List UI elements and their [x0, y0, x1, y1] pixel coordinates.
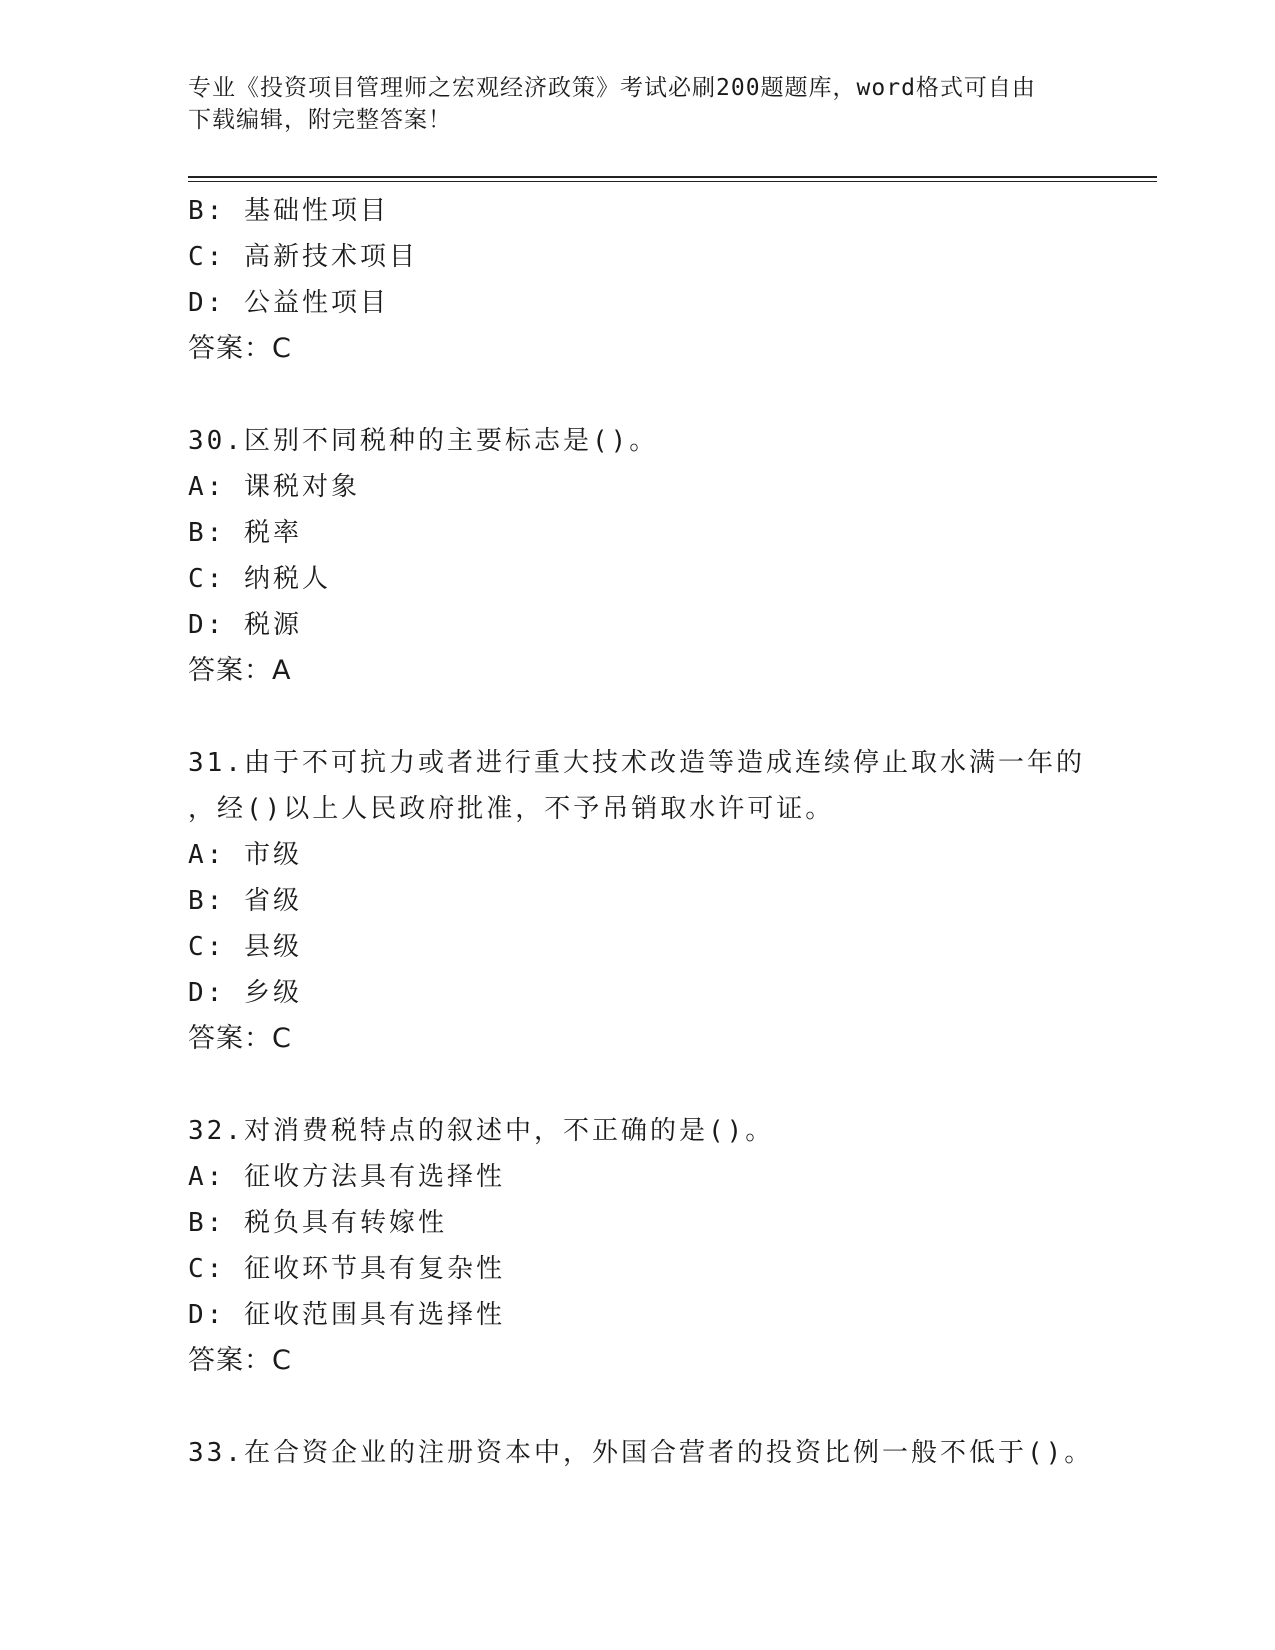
header-divider-thin	[188, 181, 1157, 182]
header-line-2: 下载编辑，附完整答案！	[188, 107, 452, 133]
question-stem: 32.对消费税特点的叙述中，不正确的是()。	[188, 1116, 775, 1146]
header-divider-thick	[188, 176, 1157, 178]
answer-line: 答案：C	[188, 1023, 292, 1054]
option-b: B: 省级	[188, 886, 302, 916]
header-line-1: 专业《投资项目管理师之宏观经济政策》考试必刷200题题库，word格式可自由	[188, 75, 1036, 101]
answer-line: 答案：A	[188, 655, 292, 686]
question-stem: 33.在合资企业的注册资本中，外国合营者的投资比例一般不低于()。	[188, 1438, 1094, 1468]
option-c: C: 县级	[188, 932, 302, 962]
option-c: C: 征收环节具有复杂性	[188, 1254, 505, 1284]
question-gap	[188, 1384, 1157, 1430]
option-b: B: 税率	[188, 518, 302, 548]
answer-line: 答案：C	[188, 333, 292, 364]
question-33	[188, 1430, 1157, 1476]
option-d: D: 公益性项目	[188, 288, 389, 318]
question-32	[188, 1108, 1157, 1384]
question-gap	[188, 694, 1157, 740]
option-d: D: 税源	[188, 610, 302, 640]
question-stem: 30.区别不同税种的主要标志是()。	[188, 426, 659, 456]
question-gap	[188, 1062, 1157, 1108]
question-stem-continued: ，经()以上人民政府批准，不予吊销取水许可证。	[188, 794, 835, 824]
question-29-continued	[188, 188, 1157, 372]
option-c: C: 高新技术项目	[188, 242, 418, 272]
option-a: A: 征收方法具有选择性	[188, 1162, 505, 1192]
question-list	[188, 188, 1157, 1476]
option-b: B: 税负具有转嫁性	[188, 1208, 447, 1238]
answer-line: 答案：C	[188, 1345, 292, 1376]
document-header	[188, 72, 1088, 136]
option-a: A: 市级	[188, 840, 302, 870]
option-d: D: 征收范围具有选择性	[188, 1300, 505, 1330]
question-31	[188, 740, 1157, 1062]
question-stem: 31.由于不可抗力或者进行重大技术改造等造成连续停止取水满一年的	[188, 748, 1085, 778]
option-b: B: 基础性项目	[188, 196, 389, 226]
question-gap	[188, 372, 1157, 418]
option-d: D: 乡级	[188, 978, 302, 1008]
option-c: C: 纳税人	[188, 564, 331, 594]
option-a: A: 课税对象	[188, 472, 360, 502]
question-30	[188, 418, 1157, 694]
